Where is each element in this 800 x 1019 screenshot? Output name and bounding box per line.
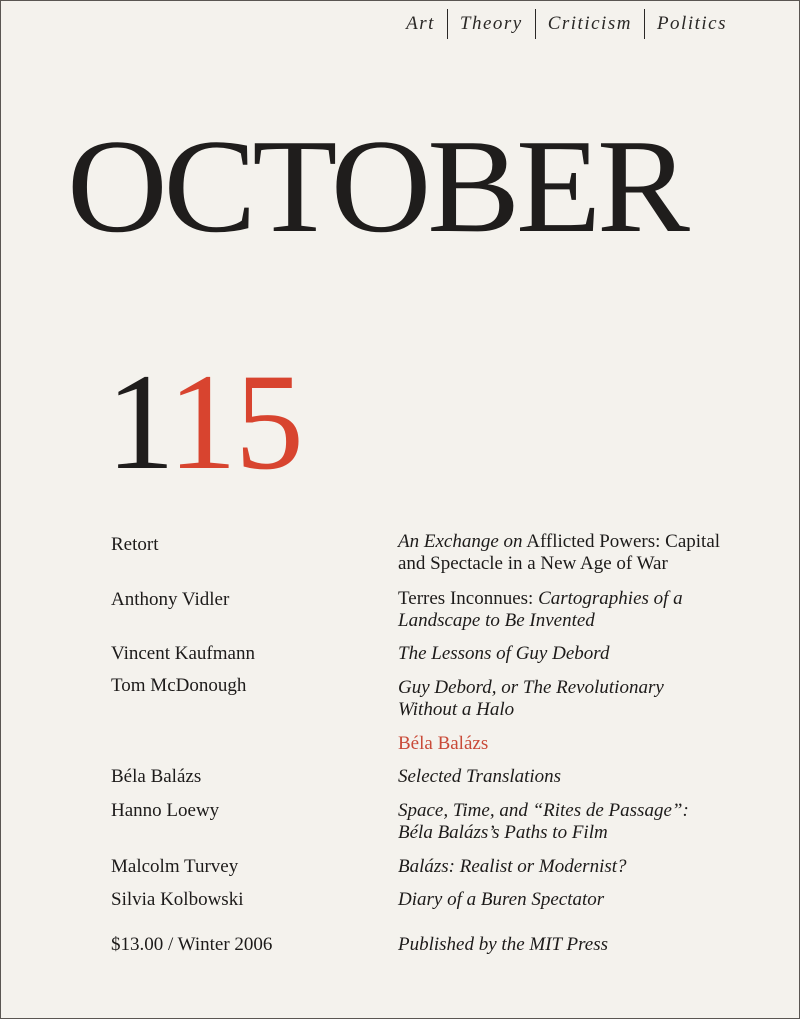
- contents-title: [398, 677, 688, 721]
- title-part: Afflicted Powers: Capital and Spectacle in a New Age of War: [398, 531, 721, 574]
- section-heading: Béla Balázs: [398, 733, 489, 754]
- contents-author: Hanno Loewy: [111, 800, 220, 821]
- tagline-politics: Politics: [656, 13, 727, 34]
- contents-title: [398, 531, 738, 575]
- title-part: Selected Translations: [398, 766, 562, 787]
- contents-author: Anthony Vidler: [111, 589, 230, 610]
- issue-number-first-digit: 1: [106, 345, 168, 498]
- contents-title: [398, 766, 738, 788]
- title-part: Diary of a Buren Spectator: [398, 889, 605, 910]
- issue-number: [106, 345, 302, 498]
- title-part: Balázs: Realist or Modernist?: [398, 856, 627, 877]
- masthead-title: OCTOBER: [67, 112, 686, 260]
- issue-number-red-digits: 15: [167, 345, 302, 498]
- contents-title: [398, 588, 738, 632]
- contents-author: Béla Balázs: [111, 766, 202, 787]
- title-part: Terres Inconnues:: [398, 588, 539, 609]
- price-and-date: $13.00 / Winter 2006: [111, 934, 273, 955]
- contents-author: Vincent Kaufmann: [111, 643, 255, 664]
- contents-title: [398, 856, 738, 878]
- title-part: Guy Debord, or The Revolutionary Without a Halo: [398, 677, 664, 720]
- tagline-criticism: Criticism: [547, 13, 632, 34]
- contents-author: Malcolm Turvey: [111, 856, 239, 877]
- title-part: The Lessons of Guy Debord: [398, 643, 610, 664]
- contents-title: [398, 800, 728, 844]
- contents-title: [398, 643, 738, 665]
- contents-author: Retort: [111, 534, 159, 555]
- contents-author: Silvia Kolbowski: [111, 889, 244, 910]
- title-part: An Exchange on: [398, 531, 523, 552]
- contents-title: [398, 889, 738, 911]
- tagline-theory: Theory: [459, 13, 523, 34]
- title-part: Space, Time, and “Rites de Passage”: Béla Balázs’s Paths to Film: [398, 800, 689, 843]
- publisher-line: Published by the MIT Press: [398, 934, 609, 955]
- tagline: [406, 9, 727, 39]
- tagline-art: Art: [406, 13, 435, 34]
- title-part: Cartographies of a Landscape to Be Invented: [398, 588, 683, 631]
- contents-author: Tom McDonough: [111, 675, 247, 696]
